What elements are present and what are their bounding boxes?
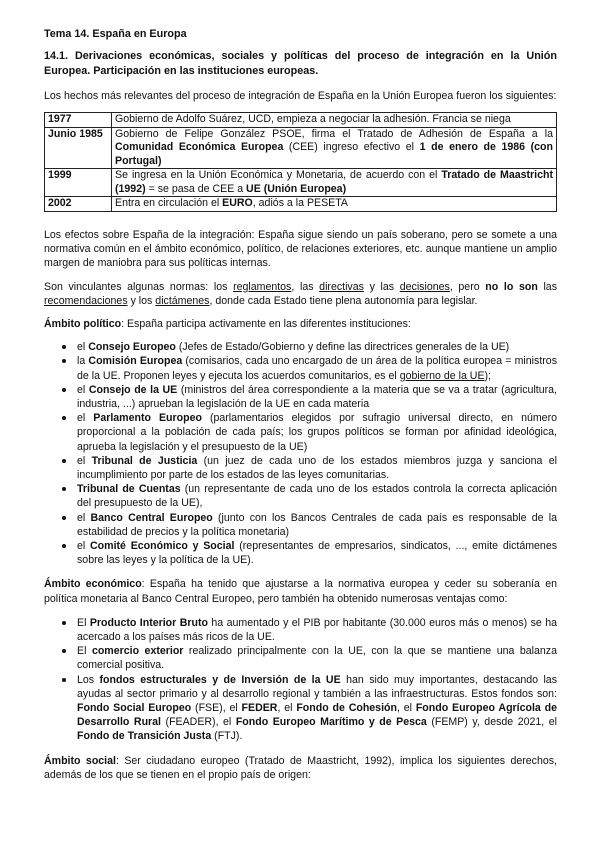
table-row bbox=[45, 169, 557, 197]
event-cell bbox=[112, 197, 557, 212]
list-item bbox=[77, 454, 557, 482]
text-run: Los efectos sobre España de la integración: España sigue siendo un país soberano, pero se somete a una normativa común en el ámbito económico, político, de relaciones exteriores, etc. aunque mantiene un amplio margen de maniobra para sus políticas internas. bbox=[44, 228, 557, 270]
economic-advantages-list bbox=[44, 616, 557, 744]
bold-text: Comunidad Económica Europea bbox=[115, 141, 284, 154]
text-run: El bbox=[77, 645, 92, 658]
text-run: , el bbox=[277, 702, 297, 714]
bold-text: no lo son bbox=[485, 280, 538, 293]
text-run: y las bbox=[363, 280, 400, 293]
political-institutions-list bbox=[44, 340, 557, 567]
text-run: (CEE) ingreso efectivo el bbox=[283, 141, 420, 154]
bold-text: UE (Unión Europea) bbox=[246, 182, 347, 195]
bold-text: Ámbito social bbox=[44, 754, 116, 767]
text-run: Gobierno de Felipe González PSOE, firma el Tratado de Adhesión de España a la bbox=[115, 127, 553, 140]
bold-text: EURO bbox=[222, 197, 253, 210]
bold-text: Tratado de Maastricht (1992) bbox=[115, 169, 553, 195]
text-run: , las bbox=[291, 280, 320, 293]
bold-text: Fondo de Cohesión bbox=[296, 702, 397, 714]
text-run: ); bbox=[484, 369, 491, 382]
bold-text: Producto Interior Bruto bbox=[89, 616, 208, 629]
text-run: (junto con los Bancos Centrales de cada país es responsable de la estabilidad de precios y la política monetaria) bbox=[77, 511, 557, 538]
bold-text: Fondo Social Europeo bbox=[77, 702, 192, 714]
text-run: Los hechos más relevantes del proceso de integración de España en la Unión Europea fueron los siguientes: bbox=[44, 90, 557, 103]
social-intro bbox=[44, 754, 557, 782]
text-run: = se pasa de CEE a bbox=[145, 182, 247, 195]
text-run: (un representante de cada uno de los estados controla la correcta aplicación del presupuesto de la UE), bbox=[77, 483, 558, 510]
intro-paragraph bbox=[44, 89, 557, 103]
document-title: Tema 14. España en Europa bbox=[44, 28, 187, 40]
text-run: han sido muy importantes, destacando las ayudas al sector primario y al desarrollo regional y también a las infraestructuras. Estos fondos son: bbox=[77, 673, 557, 700]
text-run: el bbox=[77, 412, 94, 425]
underlined-text: dictámenes bbox=[155, 294, 210, 307]
text-run: realizado principalmente con la UE, con la que se mantiene una balanza comercial positiva. bbox=[77, 645, 557, 672]
bold-text: fondos estructurales y de Inversión de la UE bbox=[99, 673, 341, 686]
political-intro bbox=[44, 317, 557, 331]
bold-text: 1 de enero de 1986 (con Portugal) bbox=[115, 141, 553, 167]
document-page bbox=[44, 27, 557, 791]
text-run: (representantes de empresarios, sindicatos, ..., emite dictámenes sobre las leyes y la política de la UE). bbox=[77, 539, 558, 567]
text-run: y los bbox=[127, 294, 156, 307]
underlined-text: directivas bbox=[319, 280, 364, 293]
binding-norms-paragraph bbox=[44, 280, 557, 308]
list-item bbox=[77, 511, 557, 539]
table-row bbox=[45, 127, 557, 169]
text-run: : España ha tenido que ajustarse a la normativa europea y ceder su soberanía en política monetaria al Banco Central Europeo, pero también ha obtenido numerosas ventajas como: bbox=[44, 578, 557, 605]
text-run: Son vinculantes algunas normas: los bbox=[44, 280, 234, 293]
section-heading: 14.1. Derivaciones económicas, sociales y políticas del proceso de integración en la Unión Europea. Participación en las instituciones europeas. bbox=[44, 50, 557, 78]
list-item bbox=[77, 644, 557, 672]
bold-text: Ámbito económico bbox=[44, 578, 142, 591]
text-run: : España participa activamente en las diferentes instituciones: bbox=[121, 317, 411, 330]
text-run: el bbox=[77, 383, 89, 396]
text-run: El bbox=[77, 616, 90, 629]
text-run: : Ser ciudadano europeo (Tratado de Maastricht, 1992), implica los siguientes derechos, además de los que se tienen en el propio país de origen: bbox=[44, 754, 557, 781]
list-item bbox=[77, 411, 557, 454]
bold-text: Fondo Europeo Agrícola de Desarrollo Rural bbox=[77, 702, 557, 729]
text-run: , el bbox=[396, 702, 416, 714]
bold-text: Comisión Europea bbox=[88, 355, 183, 368]
text-run: el bbox=[77, 341, 89, 354]
underlined-text: reglamentos bbox=[233, 280, 292, 293]
text-run: (FSE), el bbox=[191, 702, 242, 714]
text-run: el bbox=[77, 511, 91, 524]
text-run: Entra en circulación el bbox=[115, 197, 223, 210]
bold-text: Ámbito político bbox=[44, 317, 122, 330]
list-item bbox=[77, 383, 557, 411]
year-cell: Junio 1985 bbox=[45, 127, 112, 169]
text-run: el bbox=[77, 454, 92, 467]
timeline-table bbox=[44, 112, 557, 212]
text-run: , pero bbox=[449, 280, 486, 293]
bold-text: FEDER bbox=[241, 702, 278, 714]
text-run: Gobierno de Adolfo Suárez, UCD, empieza a negociar la adhesión. Francia se niega bbox=[115, 113, 511, 126]
table-row bbox=[45, 197, 557, 212]
text-run: (FEADER), el bbox=[161, 716, 236, 729]
event-cell bbox=[112, 127, 557, 169]
event-cell bbox=[112, 113, 557, 128]
list-item bbox=[77, 482, 557, 510]
bold-text: Parlamento Europeo bbox=[93, 412, 202, 425]
text-run: (ministros del área correspondiente a la materia que se va a tratar (agricultura, industria, ...) aprueban la legislación de la UE en cada materia bbox=[77, 383, 557, 410]
bold-text: Comité Económico y Social bbox=[90, 539, 235, 552]
list-item bbox=[77, 673, 557, 744]
text-run: Los bbox=[77, 673, 100, 686]
text-run: (Jefes de Estado/Gobierno y define las directrices generales de la UE) bbox=[175, 341, 510, 354]
text-run: , donde cada Estado tiene plena autonomía para legislar. bbox=[209, 294, 478, 307]
year-cell: 1977 bbox=[45, 113, 112, 128]
table-row bbox=[45, 113, 557, 128]
text-run: (FTJ). bbox=[211, 730, 243, 743]
economic-intro bbox=[44, 577, 557, 605]
underlined-text: gobierno de la UE bbox=[399, 369, 485, 382]
text-run: (comisarios, cada uno encargado de un área de la política europea = ministros de la UE. Proponen leyes y ejecuta los acuerdos comunitarios, es el bbox=[77, 355, 557, 382]
text-run: (FEMP) y, desde 2021, el bbox=[426, 716, 557, 729]
year-cell: 2002 bbox=[45, 197, 112, 212]
underlined-text: recomendaciones bbox=[44, 294, 128, 307]
list-item bbox=[77, 354, 557, 382]
bold-text: Tribunal de Justicia bbox=[91, 454, 198, 467]
bold-text: Consejo de la UE bbox=[88, 383, 178, 396]
text-run: las bbox=[537, 280, 557, 293]
bold-text: Banco Central Europeo bbox=[90, 511, 213, 524]
text-run: ha aumentado y el PIB por habitante (30.000 euros más o menos) se ha acercado a los países más ricos de la UE. bbox=[77, 616, 557, 643]
year-cell: 1999 bbox=[45, 169, 112, 197]
bold-text: comercio exterior bbox=[91, 645, 184, 658]
bold-text: Tribunal de Cuentas bbox=[77, 483, 181, 496]
text-run: la bbox=[77, 355, 89, 368]
bold-text: Consejo Europeo bbox=[88, 341, 176, 354]
effects-paragraph bbox=[44, 228, 557, 271]
text-run: el bbox=[77, 539, 91, 552]
list-item bbox=[77, 616, 557, 644]
bold-text: Fondo Europeo Marítimo y de Pesca bbox=[235, 716, 427, 729]
list-item bbox=[77, 539, 557, 567]
list-item bbox=[77, 340, 557, 354]
underlined-text: decisiones bbox=[399, 280, 450, 293]
text-run: , adiós a la PESETA bbox=[252, 197, 348, 210]
bold-text: Fondo de Transición Justa bbox=[77, 730, 212, 743]
text-run: (un juez de cada uno de los estados miembros juzga y sanciona el incumplimiento por parte de los estados de las leyes comunitarias. bbox=[77, 454, 557, 481]
text-run: Se ingresa en la Unión Económica y Monetaria, de acuerdo con el bbox=[115, 169, 442, 182]
text-run: (parlamentarios elegidos por sufragio universal directo, en número proporcional a la población de cada país; los grupos políticos se forman por afinidad ideológica, aprueba la legislación y el presupuesto de la UE) bbox=[77, 412, 557, 453]
event-cell bbox=[112, 169, 557, 197]
